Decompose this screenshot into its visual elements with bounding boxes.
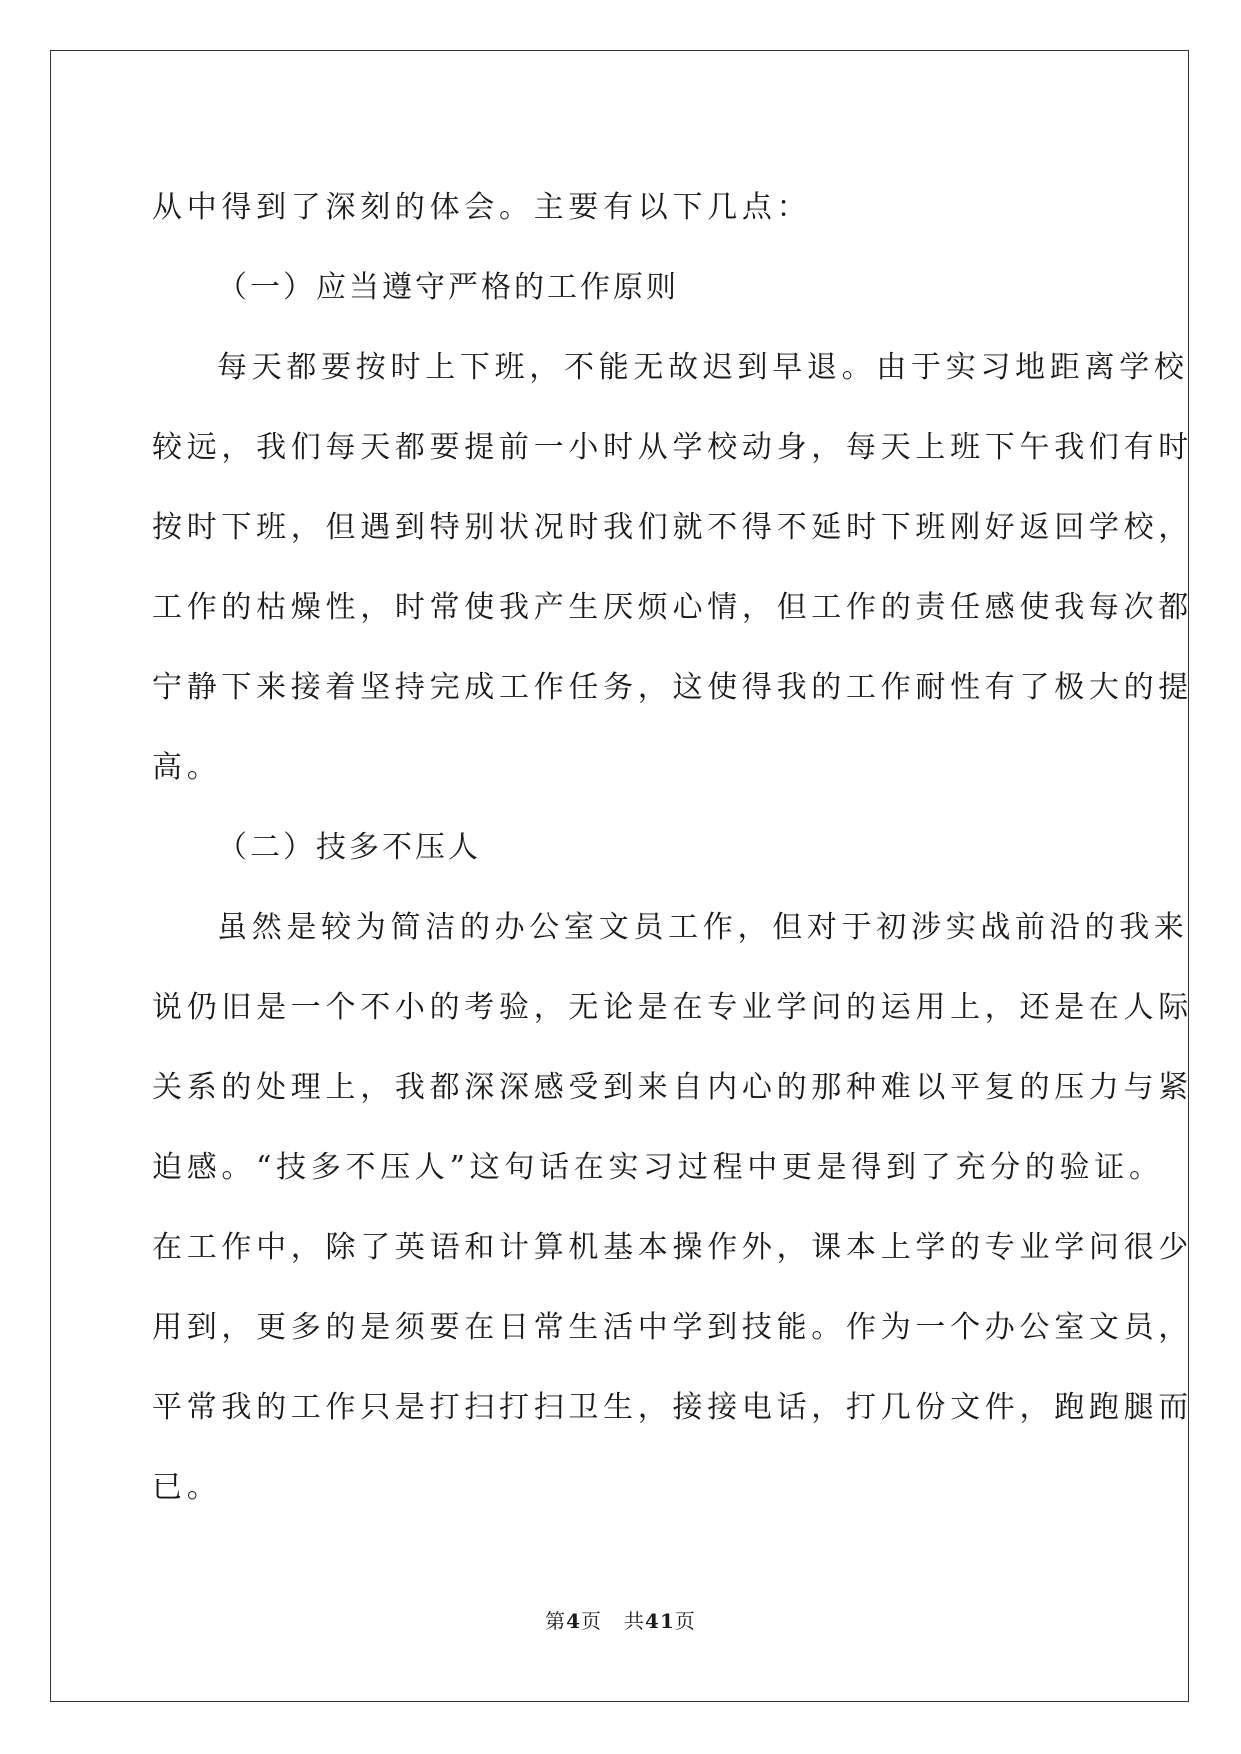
body-line: 按时下班，但遇到特别状况时我们就不得不延时下班刚好返回学校， (152, 510, 1193, 545)
body-line: 高。 (152, 750, 222, 785)
section-heading-1: （一）应当遵守严格的工作原则 (217, 270, 679, 305)
total-pages: 41 (645, 1609, 675, 1633)
body-line: 从中得到了深刻的体会。主要有以下几点： (152, 190, 812, 225)
document-body (152, 168, 1193, 1528)
section-heading-2: （二）技多不压人 (217, 830, 481, 865)
body-line: 宁静下来接着坚持完成工作任务，这使得我的工作耐性有了极大的提 (152, 670, 1193, 705)
body-line: 工作的枯燥性，时常使我产生厌烦心情，但工作的责任感使我每次都 (152, 590, 1193, 625)
body-line: 已。 (152, 1470, 222, 1505)
body-line: 每天都要按时上下班，不能无故迟到早退。由于实习地距离学校 (217, 350, 1189, 385)
body-line: 在工作中，除了英语和计算机基本操作外，课本上学的专业学问很少 (152, 1230, 1193, 1265)
body-line: 平常我的工作只是打扫打扫卫生，接接电话，打几份文件，跑跑腿而 (152, 1390, 1193, 1425)
page-prefix: 第 (545, 1609, 567, 1633)
body-line: 关系的处理上，我都深深感受到来自内心的那种难以平复的压力与紧 (152, 1070, 1193, 1105)
page-suffix: 页 (581, 1609, 603, 1633)
total-prefix: 共 (624, 1609, 646, 1633)
body-line: 说仍旧是一个不小的考验，无论是在专业学问的运用上，还是在人际 (152, 990, 1193, 1025)
total-suffix: 页 (674, 1609, 696, 1633)
page-footer (0, 1605, 1241, 1634)
body-line: 虽然是较为简洁的办公室文员工作，但对于初涉实战前沿的我来 (217, 910, 1189, 945)
body-line: 用到，更多的是须要在日常生活中学到技能。作为一个办公室文员， (152, 1310, 1193, 1345)
body-line: 较远，我们每天都要提前一小时从学校动身，每天上班下午我们有时 (152, 430, 1193, 465)
page-number: 4 (566, 1609, 582, 1633)
body-line: 迫感。“技多不压人”这句话在实习过程中更是得到了充分的验证。 (152, 1150, 1164, 1185)
